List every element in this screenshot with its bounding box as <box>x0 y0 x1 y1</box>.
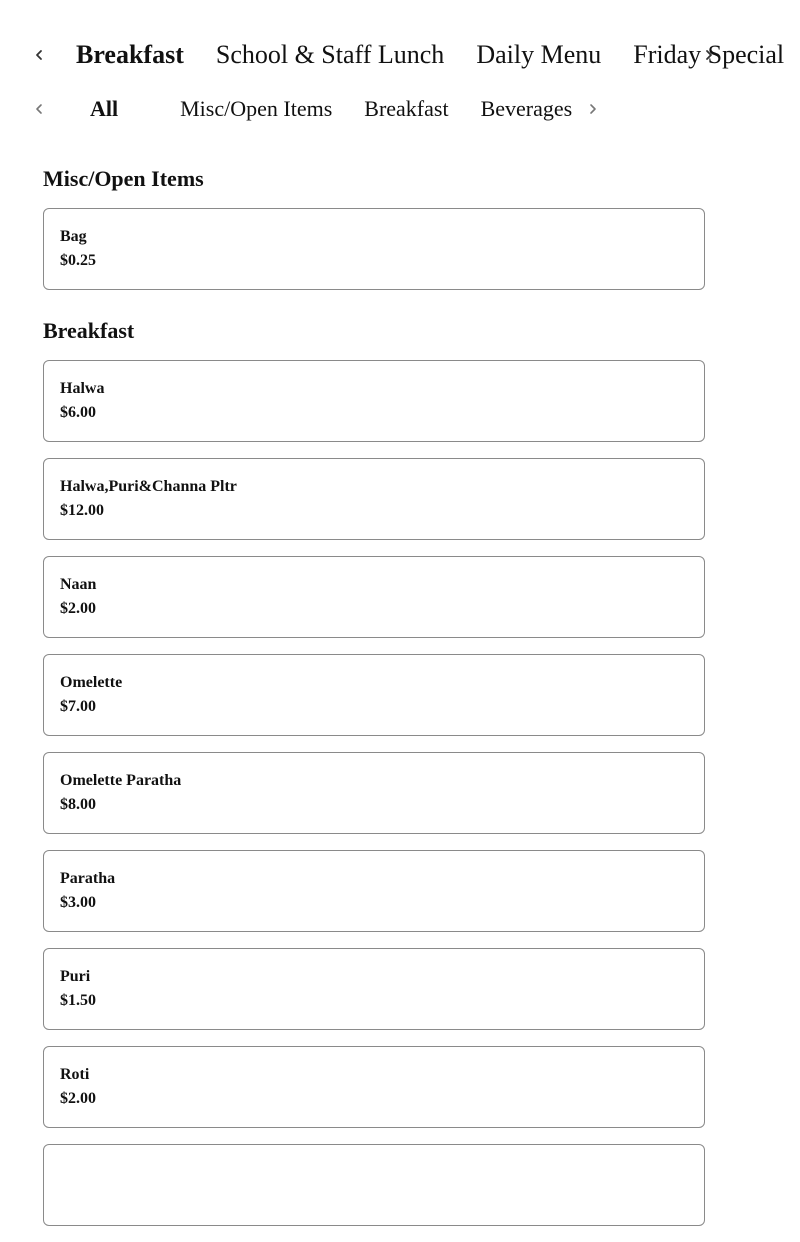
primary-menu-bar <box>0 30 785 80</box>
item-price: $6.00 <box>60 404 96 421</box>
item-price: $7.00 <box>60 698 96 715</box>
subtab-breakfast[interactable]: Breakfast <box>364 96 449 121</box>
item-name: Paratha <box>60 870 116 887</box>
primary-scroll-left-button[interactable] <box>24 30 54 80</box>
tab-school-staff-lunch[interactable]: School & Staff Lunch <box>215 40 445 69</box>
menu-item-card[interactable] <box>43 1144 705 1226</box>
item-name: Halwa,Puri&Channa Pltr <box>60 478 237 495</box>
item-name: Naan <box>60 576 97 593</box>
primary-tabs-viewport <box>60 30 785 80</box>
item-price: $3.00 <box>60 894 96 911</box>
item-name: Roti <box>60 1066 90 1083</box>
chevron-right-icon <box>587 103 599 115</box>
item-price: $2.00 <box>60 1090 96 1107</box>
menu-item-card[interactable] <box>43 360 705 442</box>
tab-friday-special[interactable]: Friday Special <box>633 40 785 69</box>
secondary-tabs <box>60 86 578 132</box>
secondary-scroll-left-button[interactable] <box>24 86 54 132</box>
menu-item-card[interactable] <box>43 752 705 834</box>
item-name: Omelette Paratha <box>60 772 182 789</box>
section-title: Misc/Open Items <box>43 166 204 191</box>
secondary-tabs-viewport <box>60 86 578 132</box>
chevron-right-icon <box>703 49 715 61</box>
subtab-misc-open-items[interactable]: Misc/Open Items <box>180 96 333 121</box>
menu-item-card[interactable] <box>43 208 705 290</box>
item-name: Puri <box>60 968 91 985</box>
item-name: Bag <box>60 228 87 245</box>
tab-breakfast[interactable]: Breakfast <box>76 40 184 69</box>
item-price: $0.25 <box>60 252 96 269</box>
chevron-left-icon <box>33 103 45 115</box>
section-title: Breakfast <box>43 318 135 343</box>
menu-item-card[interactable] <box>43 458 705 540</box>
item-price: $2.00 <box>60 600 96 617</box>
menu-item-card[interactable] <box>43 948 705 1030</box>
secondary-menu-bar <box>0 86 748 132</box>
item-name: Omelette <box>60 674 123 691</box>
menu-item-card[interactable] <box>43 1046 705 1128</box>
secondary-scroll-right-button[interactable] <box>578 86 608 132</box>
menu-item-card[interactable] <box>43 556 705 638</box>
menu-content <box>43 148 705 1242</box>
item-price: $12.00 <box>60 502 104 519</box>
subtab-all[interactable]: All <box>90 96 119 121</box>
primary-tabs <box>60 30 785 80</box>
primary-scroll-right-button[interactable] <box>694 30 724 80</box>
tab-daily-menu[interactable]: Daily Menu <box>476 40 602 69</box>
item-name: Halwa <box>60 380 105 397</box>
item-price: $1.50 <box>60 992 96 1009</box>
section-misc-open-items <box>43 166 705 290</box>
item-price: $8.00 <box>60 796 96 813</box>
menu-item-card[interactable] <box>43 654 705 736</box>
menu-item-card[interactable] <box>43 850 705 932</box>
subtab-beverages[interactable]: Beverages <box>480 96 573 121</box>
chevron-left-icon <box>33 49 45 61</box>
section-breakfast <box>43 318 705 1226</box>
